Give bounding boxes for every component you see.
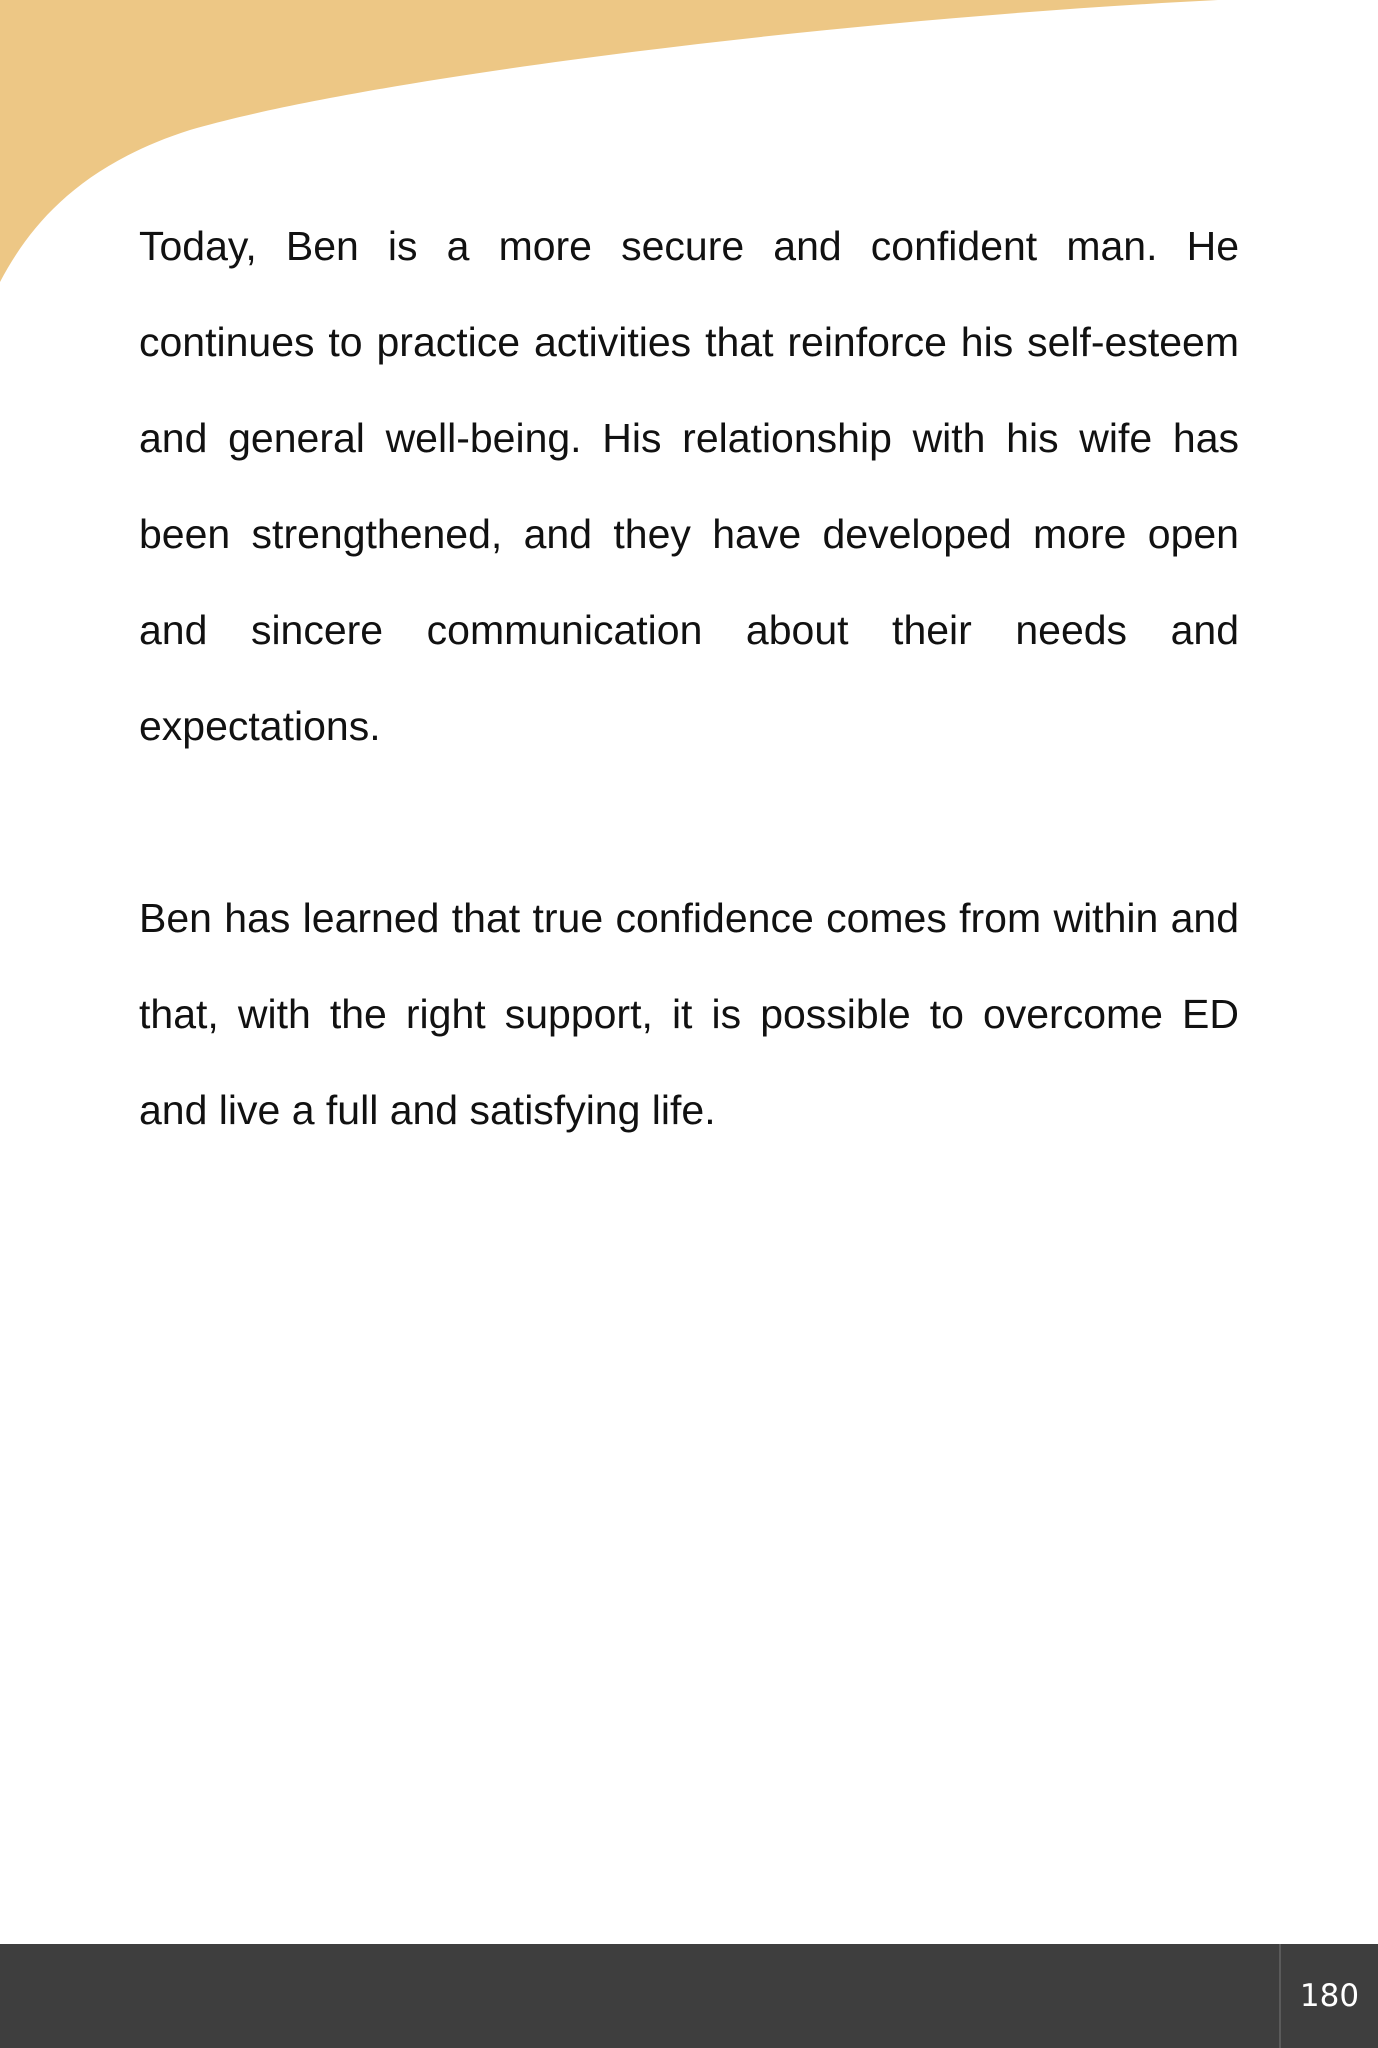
paragraph-2: Ben has learned that true confidence comes from within and that, with the right support, it is possible to overcome ED and live a full and satisfying life. xyxy=(139,895,1239,1133)
page-number: 180 xyxy=(1279,1944,1378,2048)
footer-bar xyxy=(0,1944,1378,2048)
paragraph-1: Today, Ben is a more secure and confident man. He continues to practice activities that reinforce his self-esteem and general well-being. His relationship with his wife has been strengthened, and they have developed more open and sincere communication about their needs and expectations. xyxy=(139,223,1239,749)
body-text xyxy=(139,198,1239,1158)
